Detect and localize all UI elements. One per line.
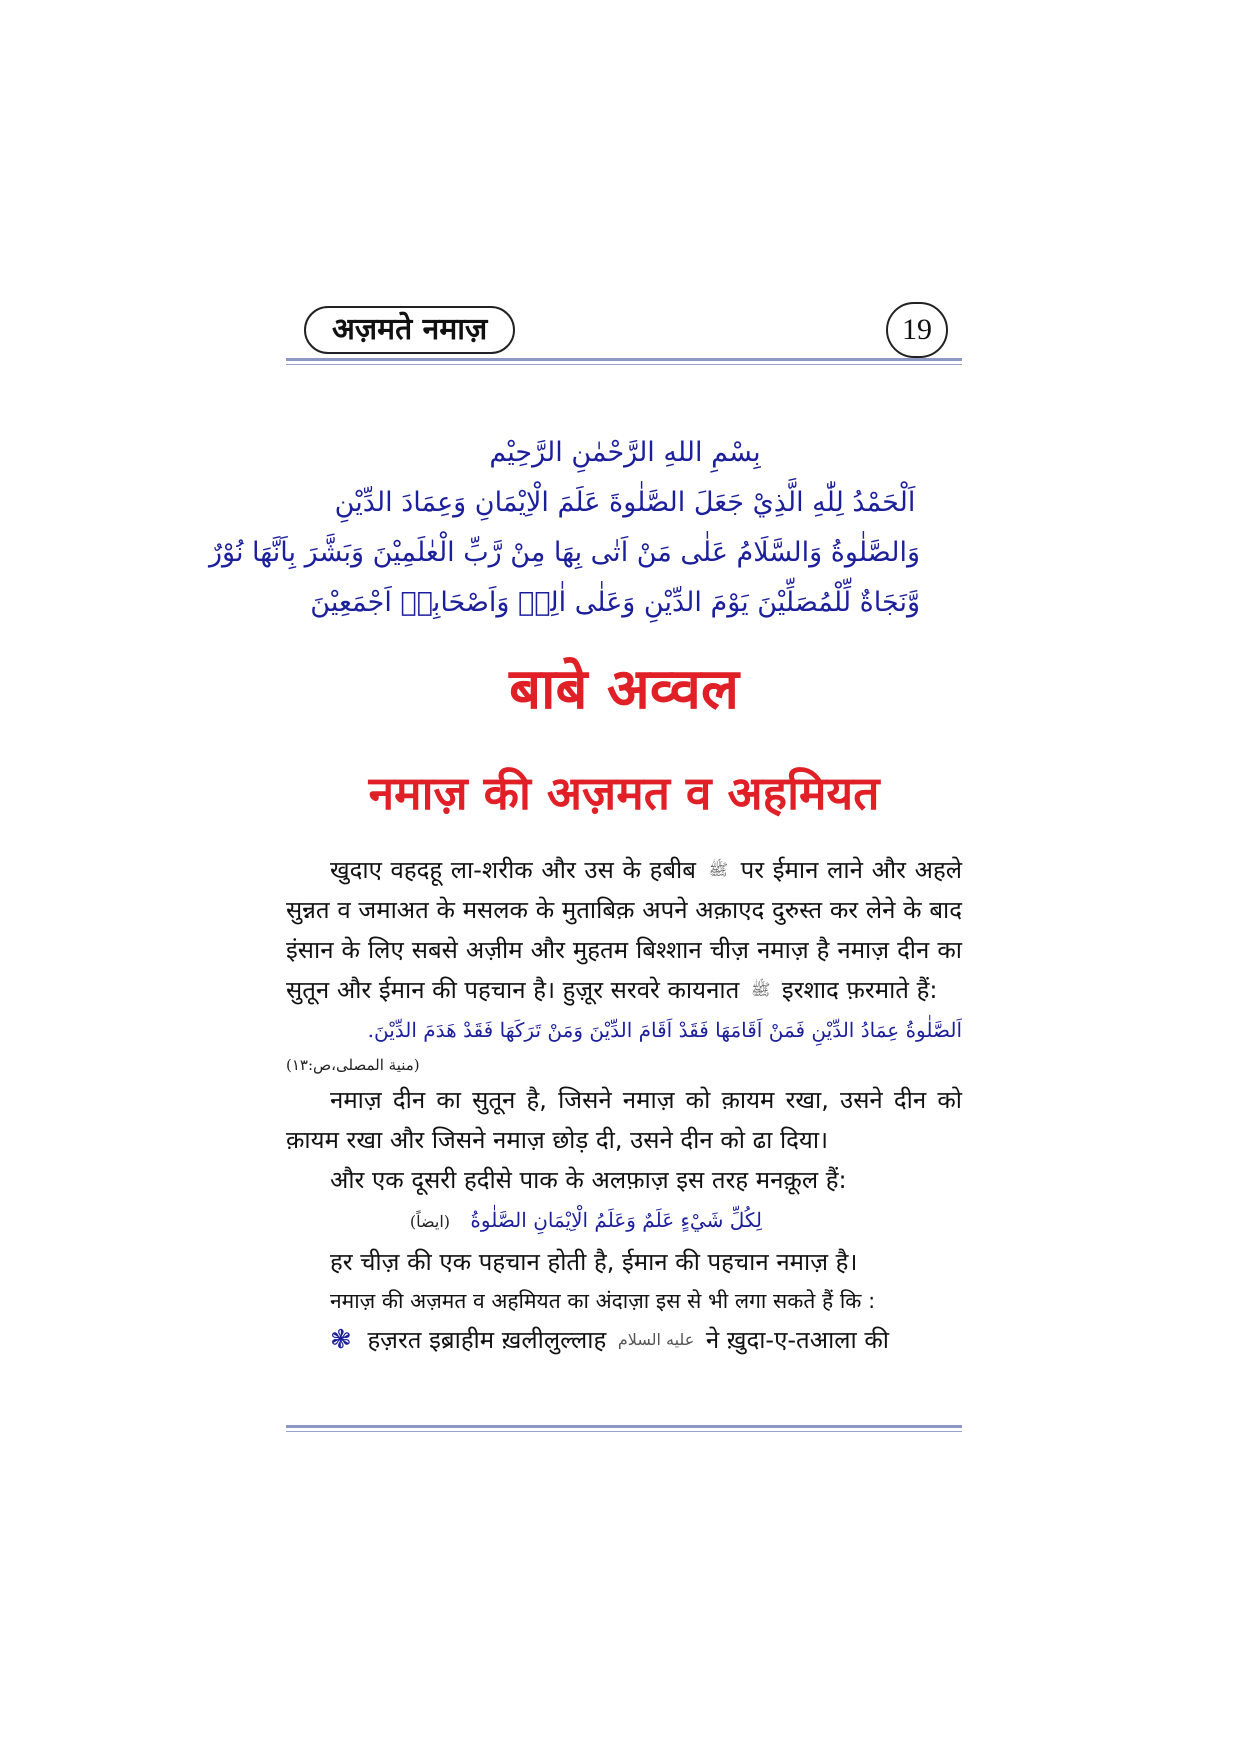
page-number: 19 bbox=[886, 302, 948, 358]
header-rule-thin bbox=[286, 364, 962, 365]
arabic-line-2: اَلْحَمْدُ لِلّٰهِ الَّذِيْ جَعَلَ الصَّلٰوةَ عَلَمَ الْاِيْمَانِ وَعِمَادَ الدِّيْنِ bbox=[334, 487, 916, 518]
paragraph-1 bbox=[286, 850, 962, 1010]
hadith-2-text: لِكُلِّ شَيْءٍ عَلَمٌ وَعَلَمُ الْاِيْمَانِ الصَّلٰوةُ bbox=[470, 1208, 762, 1232]
hadith-1-arabic: اَلصَّلٰوةُ عِمَادُ الدِّيْنِ فَمَنْ اَقَامَهَا فَقَدْ اَقَامَ الدِّيْنَ وَمَنْ تَرَكَهَا فَقَدْ هَدَمَ الدِّيْنَ. bbox=[367, 1018, 962, 1042]
footer-rule-thin bbox=[286, 1431, 962, 1432]
honorific-mark-3: عليه السلام bbox=[617, 1330, 695, 1349]
header-rule bbox=[286, 358, 962, 361]
body-text bbox=[286, 850, 962, 1360]
bullet1-text-a: हज़रत इब्राहीम ख़लीलुल्लाह bbox=[367, 1326, 607, 1354]
footer-rule bbox=[286, 1425, 962, 1428]
paragraph-3: और एक दूसरी हदीसे पाक के अलफ़ाज़ इस तरह मनक़ूल हैं: bbox=[330, 1166, 847, 1194]
page-header bbox=[286, 302, 962, 362]
section-heading: नमाज़ की अज़मत व अहमियत bbox=[368, 766, 880, 820]
running-title: अज़मते नमाज़ bbox=[304, 306, 515, 354]
honorific-mark: ﷺ bbox=[708, 860, 728, 879]
bullet1-text-b: ने ख़ुदा-ए-तआला की bbox=[705, 1326, 889, 1354]
para1-text-c: इरशाद फ़रमाते हैं: bbox=[781, 976, 938, 1004]
hadith-2-reference: (ایضاً) bbox=[409, 1212, 451, 1231]
honorific-mark-2: ﷺ bbox=[750, 980, 771, 999]
arabic-line-4: وَّنَجَاةٌ لِّلْمُصَلِّيْنَ يَوْمَ الدِّيْنِ وَعَلٰى اٰلِهٖ وَاَصْحَابِهٖ اَجْمَعِيْنَ bbox=[310, 587, 920, 618]
paragraph-4: हर चीज़ की एक पहचान होती है, ईमान की पहचान नमाज़ है। bbox=[330, 1248, 858, 1276]
paragraph-5: नमाज़ की अज़मत व अहमियत का अंदाज़ा इस से भी लगा सकते हैं कि : bbox=[330, 1289, 876, 1313]
arabic-line-3: وَالصَّلٰوةُ وَالسَّلَامُ عَلٰى مَنْ اَتٰى بِهَا مِنْ رَّبِّ الْعٰلَمِيْنَ وَبَشَّرَ بِاَنَّهَا نُوْرٌ bbox=[208, 537, 920, 568]
para1-text-a: खुदाए वहदहू ला-शरीक और उस के हबीब bbox=[330, 856, 696, 884]
bullet-item-1 bbox=[286, 1320, 962, 1360]
paragraph-2: नमाज़ दीन का सुतून है, जिसने नमाज़ को क़ायम रखा, उसने दीन को क़ायम रखा और जिसने नमाज़ छोड़ दी, उसने दीन को ढा दिया। bbox=[286, 1086, 962, 1154]
flower-bullet-icon: ❃ bbox=[330, 1325, 352, 1355]
chapter-heading: बाबे अव्वल bbox=[509, 657, 739, 722]
hadith-1-reference: (منية المصلى،ص:١٣) bbox=[286, 1056, 420, 1074]
hadith-2-arabic bbox=[286, 1200, 962, 1242]
bismillah: بِسْمِ اللهِ الرَّحْمٰنِ الرَّحِيْم bbox=[489, 437, 761, 468]
para1-text-b: पर ईमान लाने और अहले सुन्नत व जमाअत के मसलक के मुताबिक़ अपने अक़ाएद दुरुस्त कर लेने के बाद इंसान के लिए सबसे अज़ीम और मुहतम बिश्शान चीज़ नमाज़ है नमाज़ दीन का सुतून और ईमान की पहचान है। हुज़ूर सरवरे कायनात bbox=[286, 856, 962, 1004]
arabic-opening bbox=[208, 428, 920, 628]
